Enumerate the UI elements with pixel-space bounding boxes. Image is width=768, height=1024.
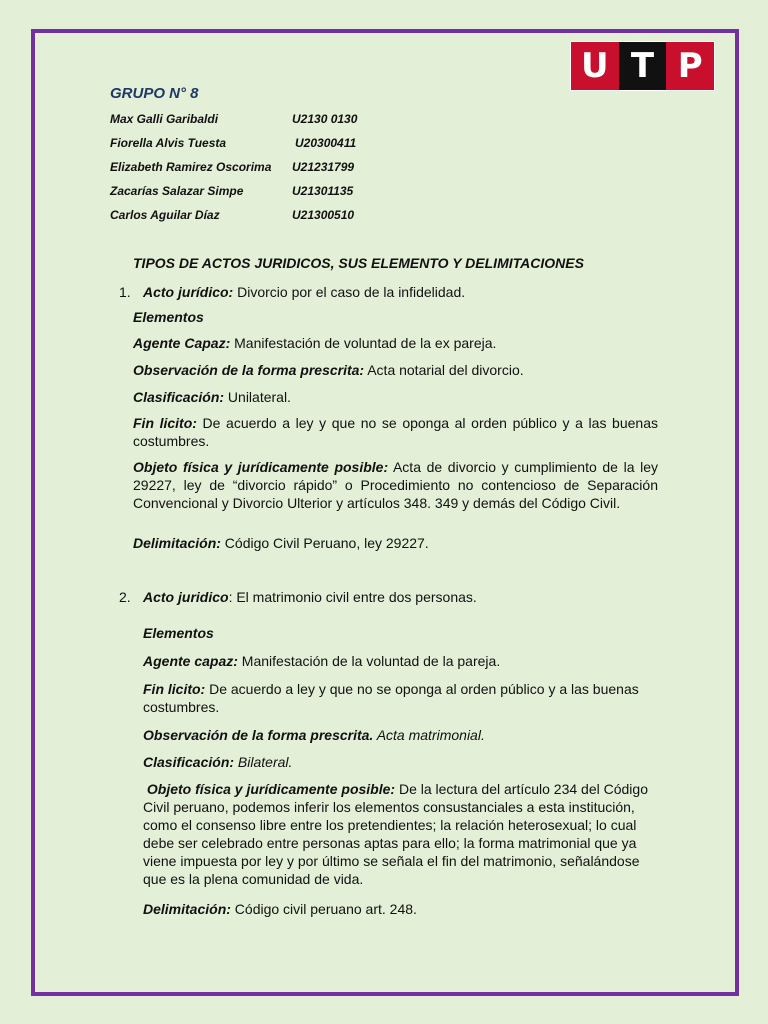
logo-letter-t: T (619, 42, 667, 90)
element-text: Manifestación de voluntad de la ex pareja. (230, 335, 497, 351)
element-text: De la lectura del artículo 234 del Código Civil peruano, podemos inferir los elementos consustanciales a esta institución, como el consenso libre entre los pretendientes; la relación heterosexual; lo cual debe ser celebrado entre personas aptas para ello; la forma matrimonial que ya viene impuesta por ley y por último se señala el fin del matrimonio, señalándose que es la plena comunidad de vida. (143, 781, 648, 887)
element-text: Código civil peruano art. 248. (230, 901, 417, 917)
element-text: Unilateral. (224, 389, 291, 405)
element-item (143, 726, 658, 744)
element-item (143, 780, 661, 888)
logo-letter-p: P (677, 46, 703, 86)
element-item (133, 534, 658, 552)
act-heading (143, 588, 663, 606)
element-label: Fin licito: (133, 415, 197, 431)
element-label: Objeto física y jurídicamente posible: (146, 781, 396, 797)
element-label: Delimitación: (133, 535, 221, 551)
act-heading-label: Acto juridico (143, 589, 229, 605)
element-item (143, 652, 658, 670)
element-label: Fin licito: (143, 681, 206, 697)
element-label: Clasificación: (133, 389, 225, 405)
utp-logo (570, 41, 715, 91)
element-item (143, 680, 643, 716)
act-heading-label: Acto jurídico: (143, 284, 234, 300)
member-code: U20300411 (295, 136, 357, 150)
element-item (133, 361, 658, 379)
element-item (133, 334, 658, 352)
element-text: Manifestación de la voluntad de la pareja. (237, 653, 501, 669)
member-name: Fiorella Alvis Tuesta (110, 136, 227, 150)
element-text: De acuerdo a ley y que no se oponga al orden público y a las buenas costumbres. (133, 415, 658, 449)
element-item (133, 414, 658, 450)
member-row (110, 112, 358, 130)
act-heading-text: Divorcio por el caso de la infidelidad. (233, 284, 466, 300)
element-text: Código Civil Peruano, ley 29227. (220, 535, 429, 551)
element-text: De acuerdo a ley y que no se oponga al orden público y a las buenas costumbres. (143, 681, 639, 715)
member-code: U21301135 (292, 184, 354, 198)
element-label: Delimitación: (143, 901, 231, 917)
element-item (133, 458, 658, 512)
element-label: Observación de la forma prescrita: (133, 362, 365, 378)
member-row (110, 208, 355, 226)
element-label: Observación de la forma prescrita. (143, 727, 374, 743)
member-name: Zacarías Salazar Simpe (110, 184, 244, 198)
element-text: Acta matrimonial. (373, 727, 485, 743)
member-row (110, 184, 354, 202)
logo-letter-u: U (581, 46, 609, 86)
elements-heading: Elementos (133, 309, 204, 325)
document-title: TIPOS DE ACTOS JURIDICOS, SUS ELEMENTO Y DELIMITACIONES (133, 255, 584, 271)
element-text: Acta de divorcio y cumplimiento de la ley 29227, ley de “divorcio rápido” o Procedimiento no contencioso de Separación Convencional y Divorcio Ulterior y artículos 348. 349 y demás del Código Civil. (133, 459, 658, 511)
element-item (143, 900, 658, 918)
element-label: Objeto física y jurídicamente posible: (133, 459, 389, 475)
member-name: Max Galli Garibaldi (110, 112, 219, 126)
member-code: U21231799 (292, 160, 355, 174)
act-heading (143, 283, 663, 301)
element-text: Bilateral. (234, 754, 293, 770)
member-row (110, 160, 355, 178)
list-number: 2. (119, 589, 131, 605)
element-item (133, 388, 658, 406)
element-label: Agente capaz: (143, 653, 238, 669)
element-label: Agente Capaz: (133, 335, 231, 351)
member-name: Elizabeth Ramirez Oscorima (110, 160, 272, 174)
elements-heading: Elementos (143, 625, 214, 641)
element-item (143, 753, 658, 771)
member-code: U2130 0130 (292, 112, 358, 126)
element-text: Acta notarial del divorcio. (364, 362, 524, 378)
member-code: U21300510 (292, 208, 355, 222)
member-name: Carlos Aguilar Díaz (110, 208, 220, 222)
group-title: GRUPO N° 8 (110, 85, 199, 102)
act-heading-text: : El matrimonio civil entre dos personas. (228, 589, 477, 605)
member-row (110, 136, 357, 154)
element-label: Clasificación: (143, 754, 235, 770)
list-number: 1. (119, 284, 131, 300)
